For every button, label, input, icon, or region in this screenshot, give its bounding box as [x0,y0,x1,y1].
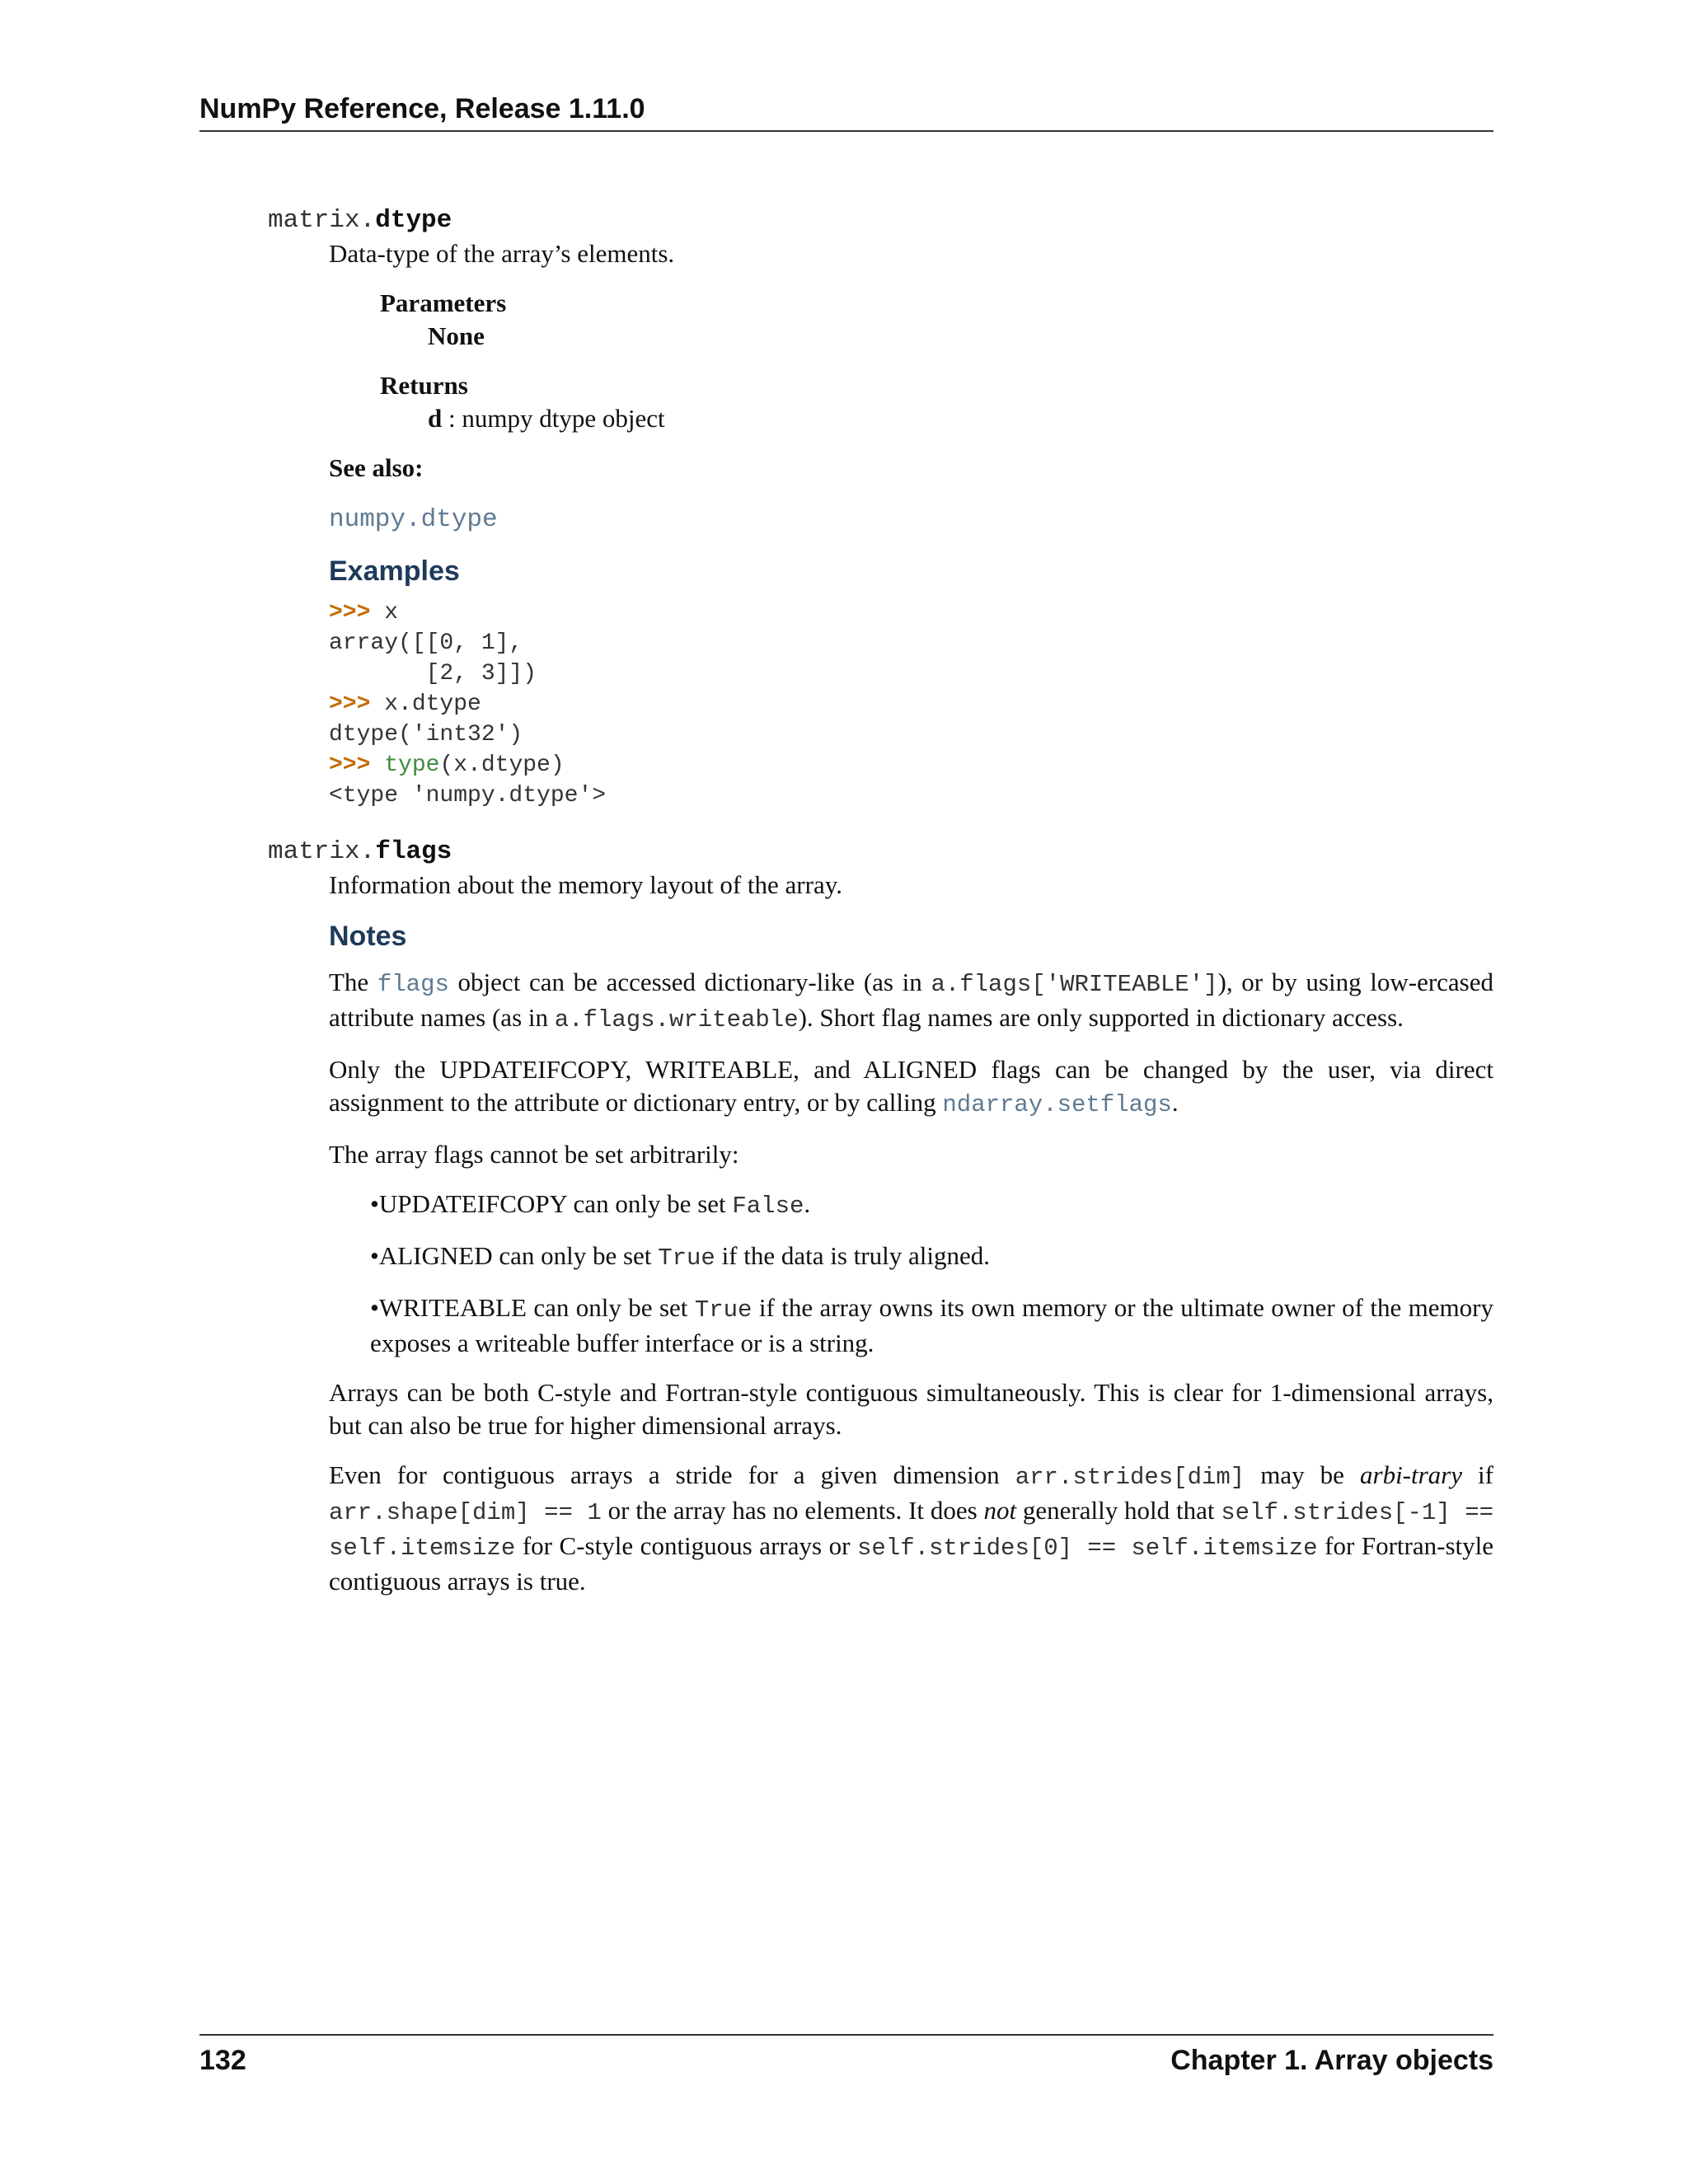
inline-code: True [658,1244,715,1272]
text: . [804,1189,811,1218]
dtype-signature [268,204,1493,237]
text: . [1171,1088,1179,1117]
text: •WRITEABLE can only be set [370,1293,695,1322]
text: for Fortran-style contiguous arrays is true. [329,1531,1493,1596]
text: •ALIGNED can only be set [370,1241,659,1270]
returns-value [428,402,1493,435]
inline-code: self.strides[0] == self.itemsize [857,1535,1318,1562]
flags-signature [268,836,1493,869]
code-line: array([[0, 1], [329,630,523,656]
returns-name: d [428,404,443,433]
code-prompt: >>> [329,600,371,626]
inline-code: a.flags['WRITEABLE'] [931,971,1218,998]
notes-paragraph-5 [329,1459,1493,1598]
text: for C-style contiguous arrays or [515,1531,858,1560]
dtype-sig-prefix: matrix. [268,206,376,235]
running-footer [199,2034,1493,2077]
notes-heading: Notes [329,921,407,952]
text: may be [1245,1460,1360,1489]
code-text: x [370,600,399,626]
text: The [329,968,377,996]
params-none: None [428,321,485,350]
notes-paragraph-3: The array flags cannot be set arbitrarily: [329,1140,739,1169]
bullet-writeable [370,1291,1493,1360]
code-prompt: >>> [329,691,371,717]
page-number: 132 [199,2045,246,2076]
code-line [329,689,1493,719]
text: if [1462,1460,1493,1489]
text: or the array has no elements. It does [601,1496,984,1525]
text: ). Short flag names are only supported in dictionary access. [798,1003,1404,1032]
inline-code: True [694,1296,753,1324]
text: Even for contiguous arrays a stride for a given dimension [329,1460,1015,1489]
text: Only the UPDATEIFCOPY, WRITEABLE, and ALIGNED flags can be changed by the user, via direct assignment to the attribute or dictionary entry, or by calling [329,1055,1493,1117]
bullet-updateifcopy [370,1188,1493,1223]
flags-link[interactable]: flags [377,971,449,998]
params-label: Parameters [380,288,507,317]
emphasis: arbi-trary [1360,1460,1462,1489]
code-line: [2, 3]]) [329,661,537,687]
params-value [428,320,1493,353]
code-line: <type 'numpy.dtype'> [329,783,607,808]
dtype-description: Data-type of the array’s elements. [329,239,675,268]
flags-sig-prefix: matrix. [268,837,376,866]
running-header: NumPy Reference, Release 1.11.0 [199,92,1493,132]
examples-code-block [329,598,1493,811]
dtype-sig-name: dtype [375,206,452,235]
notes-paragraph-1 [329,966,1493,1037]
see-also-label [329,452,1493,485]
ndarray-setflags-link[interactable]: ndarray.setflags [942,1091,1172,1118]
inline-code: self.strides[-1] == self.itemsize [329,1499,1493,1562]
flags-description: Information about the memory layout of the array. [329,870,842,899]
inline-code: False [732,1193,804,1220]
code-text: x.dtype [370,691,481,717]
notes-paragraph-2 [329,1053,1493,1122]
see-also-text: See also: [329,453,424,482]
examples-heading: Examples [329,555,460,587]
emphasis: not [983,1496,1017,1525]
see-also-entry [329,501,1493,537]
numpy-dtype-link[interactable]: numpy.dtype [329,505,498,534]
chapter-title: Chapter 1. Array objects [1170,2045,1493,2076]
content [268,204,1493,1598]
code-line: dtype('int32') [329,722,523,748]
code-builtin: type [370,752,440,778]
inline-code: arr.shape[dim] == 1 [329,1499,602,1526]
inline-code: a.flags.writeable [554,1006,799,1033]
inline-code: arr.strides[dim] [1015,1464,1245,1491]
returns-desc: : numpy dtype object [442,404,665,433]
code-text: (x.dtype) [439,752,565,778]
text: if the array owns its own memory or the ultimate owner of the memory exposes a writeable buffer interface or is a string. [370,1293,1493,1357]
flags-sig-name: flags [375,837,452,866]
returns-label: Returns [380,371,468,400]
text: object can be accessed dictionary-like (as in [448,968,931,996]
code-prompt: >>> [329,752,371,778]
bullet-aligned [370,1240,1493,1275]
code-line [329,598,1493,628]
code-line [329,750,1493,780]
text: ), or by using low-ercased attribute names (as in [329,968,1493,1032]
notes-paragraph-4: Arrays can be both C-style and Fortran-style contiguous simultaneously. This is clear for 1-dimensional arrays, but can also be true for higher dimensional arrays. [329,1378,1493,1440]
text: if the data is truly aligned. [715,1241,990,1270]
text: •UPDATEIFCOPY can only be set [370,1189,733,1218]
text: generally hold that [1016,1496,1221,1525]
